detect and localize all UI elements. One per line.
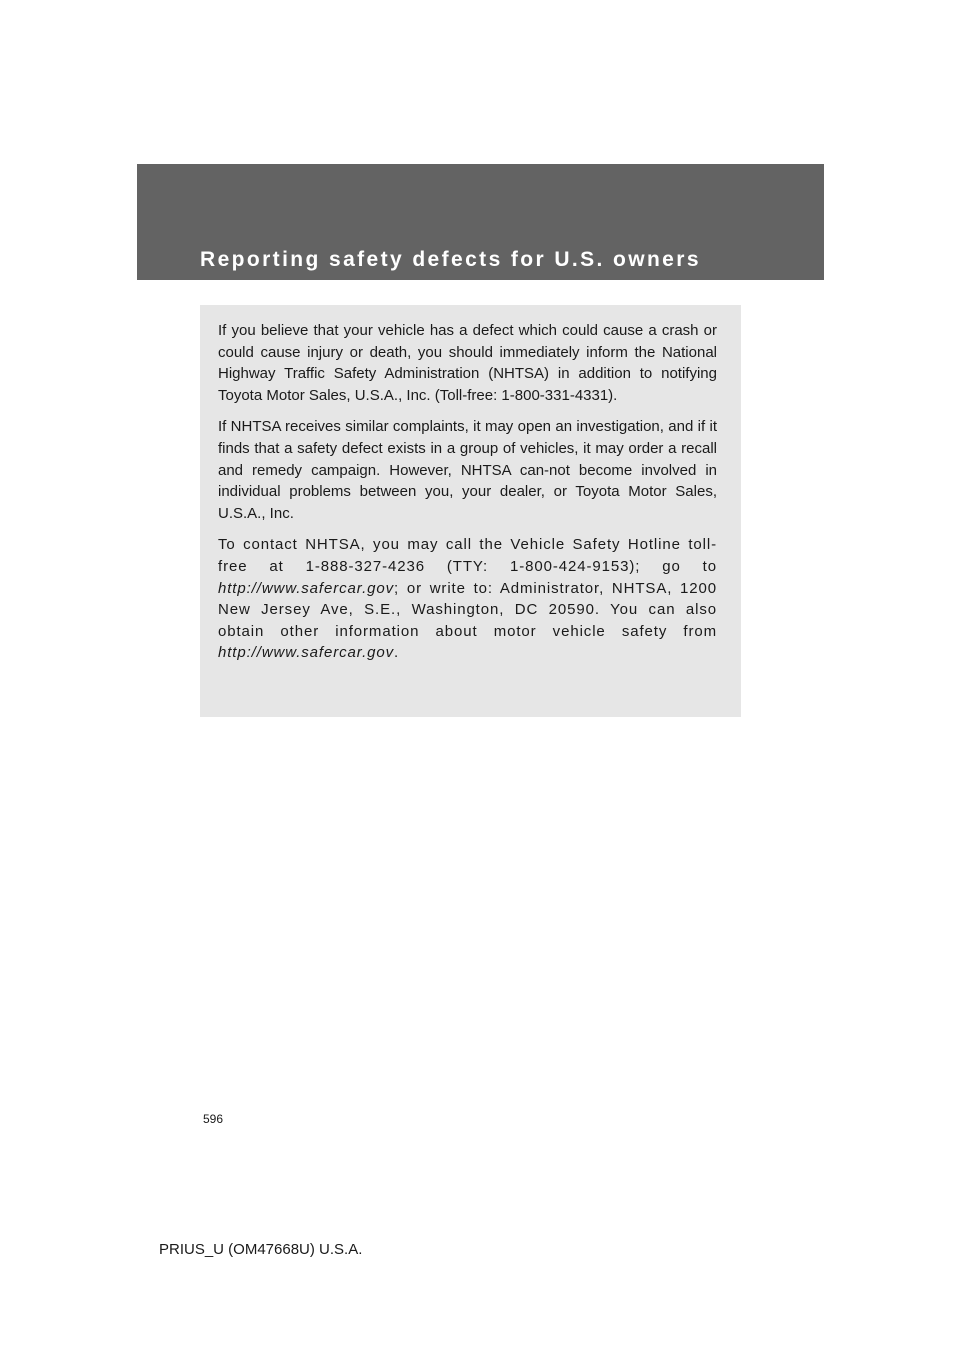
page-number: 596 (203, 1112, 224, 1126)
section-header-band (137, 164, 824, 280)
contact-text-intro: To contact NHTSA, you may call the Vehicle Safety Hotline toll-free at 1-888-327-4236 (TTY: 1-800-424-9153); go to (218, 536, 717, 575)
safercar-link[interactable]: http://www.safercar.gov (218, 579, 395, 597)
notice-paragraph-defect-reporting: If you believe that your vehicle has a defect which could cause a crash or could cause injury or death, you should immediately inform the National Highway Traffic Safety Administration (NHTSA) in addition to notifying Toyota Motor Sales, U.S.A., Inc. (Toll-free: 1-800-331-4331). (218, 322, 717, 404)
contact-text-end: . (394, 644, 400, 662)
safety-notice-box (200, 305, 741, 717)
notice-paragraph-contact (218, 534, 717, 664)
safercar-link-2[interactable]: http://www.safercar.gov (218, 644, 395, 662)
section-title: Reporting safety defects for U.S. owners (200, 248, 701, 271)
document-code: PRIUS_U (OM47668U) U.S.A. (159, 1241, 363, 1258)
contact-text-address: ; or write to: Administrator, NHTSA, 1200 New Jersey Ave, S.E., Washington, DC 20590. You can also obtain other information about motor vehicle safety from (218, 579, 717, 640)
notice-paragraph-investigation: If NHTSA receives similar complaints, it may open an investigation, and if it finds that a safety defect exists in a group of vehicles, it may order a recall and remedy campaign. However, NHTSA can-not become involved in individual problems between you, your dealer, or Toyota Motor Sales, U.S.A., Inc. (218, 418, 717, 522)
